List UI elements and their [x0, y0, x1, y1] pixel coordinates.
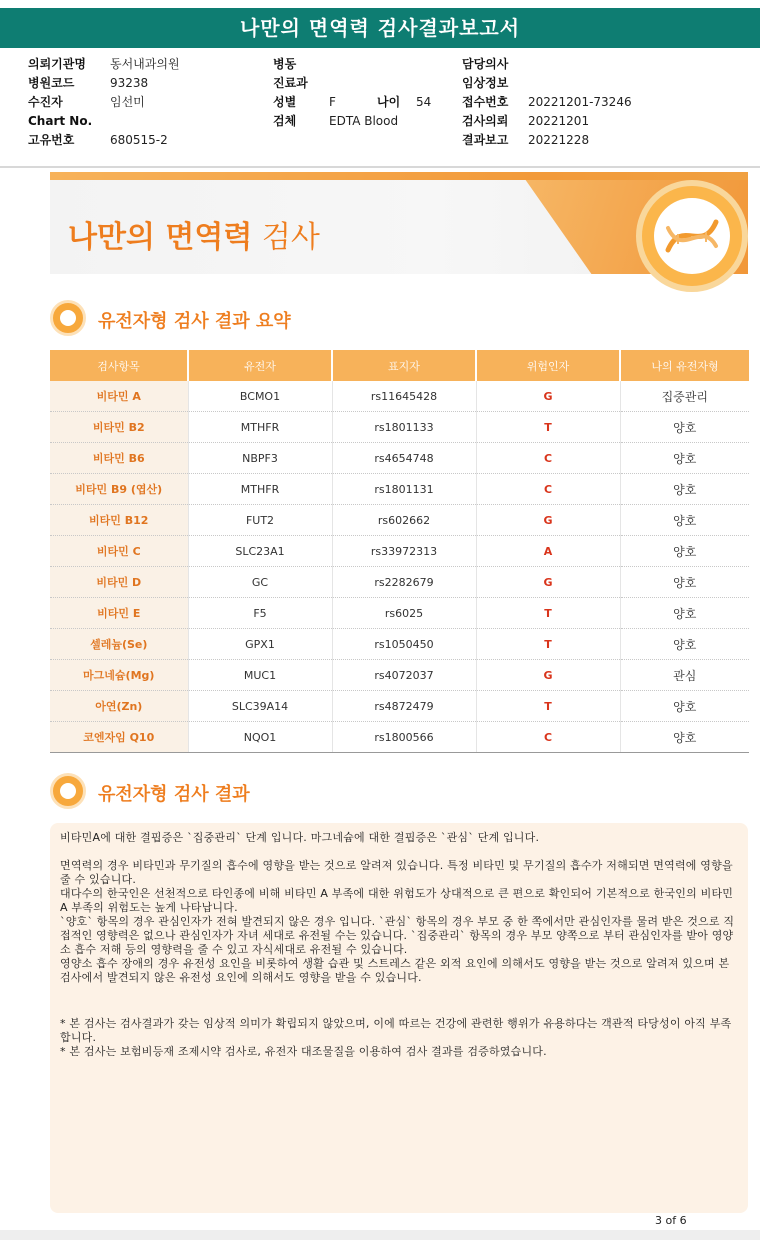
gene: MTHFR: [188, 474, 332, 505]
risk-allele: T: [476, 691, 620, 722]
my-genotype: 양호: [620, 505, 749, 536]
marker: rs1800566: [332, 722, 476, 753]
info-row: 의뢰기관명 동서내과의원: [28, 57, 180, 71]
risk-allele: C: [476, 474, 620, 505]
marker: rs4072037: [332, 660, 476, 691]
my-genotype: 양호: [620, 722, 749, 753]
info-row: 접수번호 20221201-73246: [462, 95, 632, 109]
my-genotype: 양호: [620, 691, 749, 722]
gene: SLC23A1: [188, 536, 332, 567]
result-explanation-text: 면역력의 경우 비타민과 무기질의 흡수에 영향을 받는 것으로 알려져 있습니다. 특정 비타민 및 무기질의 흡수가 저해되면 면역력에 영향을 줄 수 있습니다. 대다수의 한국인은 선천적으로 타인종에 비해 비타민 A 부족에 대한 위험도가 상대적으로 큰 편으로 확인되어 기본적으로 한국인의 비타민 A 부족의 위험도는 높게 나타납니다. `양호` 항목의 경우 관심인자가 전혀 발견되지 않은 경우 입니다. `관심` 항목의 경우 부모 중 한 쪽에서만 관심인자를 물려 받은 것으로 직접적인 영향력은 없으나 관심인자가 자녀 세대로 유전될 수는 있습니다. `집중관리` 항목의 경우 부모 양쪽으로 부터 관심인자를 받아 영양소 흡수 저해 등의 영향력을 줄 수 있고 자식세대로 유전될 수 있습니다. 영양소 흡수 장애의 경우 유전성 요인을 비롯하여 생활 습관 및 스트레스 같은 외적 요인에 의해서도 영향을 받는 것으로 알려져 있으며 본 검사에서 발견되지 않은 유전성 요인에 의해서도 영향을 받을 수 있습니다.: [60, 859, 735, 984]
my-genotype: 집중관리: [620, 381, 749, 412]
test-item: 비타민 B12: [50, 505, 188, 536]
risk-allele: C: [476, 722, 620, 753]
marker: rs33972313: [332, 536, 476, 567]
info-row: 담당의사: [462, 57, 509, 71]
risk-allele: A: [476, 536, 620, 567]
risk-allele: G: [476, 660, 620, 691]
test-item: 아연(Zn): [50, 691, 188, 722]
test-item: 코엔자임 Q10: [50, 722, 188, 753]
table-row: [50, 691, 749, 722]
my-genotype: 양호: [620, 629, 749, 660]
table-row: [50, 722, 749, 753]
marker: rs11645428: [332, 381, 476, 412]
test-item: 마그네슘(Mg): [50, 660, 188, 691]
risk-allele: T: [476, 598, 620, 629]
gene: SLC39A14: [188, 691, 332, 722]
table-row: [50, 536, 749, 567]
page-number: 3 of 6: [655, 1214, 687, 1227]
gene: BCMO1: [188, 381, 332, 412]
microscope-icon: [50, 773, 86, 809]
table-row: [50, 598, 749, 629]
test-item: 비타민 B6: [50, 443, 188, 474]
test-item: 셀레늄(Se): [50, 629, 188, 660]
table-row: [50, 443, 749, 474]
gene: GPX1: [188, 629, 332, 660]
my-genotype: 관심: [620, 660, 749, 691]
dna-icon: [636, 180, 748, 292]
column-header: 나의 유전자형: [620, 350, 749, 381]
divider: [0, 166, 760, 168]
banner-stripe: [50, 172, 748, 180]
info-row: 검체 EDTA Blood: [273, 114, 399, 128]
info-row: 고유번호 680515-2: [28, 133, 168, 147]
gene: NBPF3: [188, 443, 332, 474]
my-genotype: 양호: [620, 443, 749, 474]
risk-allele: G: [476, 381, 620, 412]
info-row: 진료과: [273, 76, 308, 90]
info-row: Chart No.: [28, 114, 93, 128]
marker: rs4654748: [332, 443, 476, 474]
info-row: 병원코드 93238: [28, 76, 149, 90]
gene: F5: [188, 598, 332, 629]
table-row: [50, 505, 749, 536]
risk-allele: G: [476, 505, 620, 536]
bottom-bar: [0, 1230, 760, 1240]
info-column-left: [28, 55, 180, 150]
info-row: 검사의뢰 20221201: [462, 114, 590, 128]
column-header: 표지자: [332, 350, 476, 381]
marker: rs1050450: [332, 629, 476, 660]
my-genotype: 양호: [620, 567, 749, 598]
table-row: [50, 474, 749, 505]
marker: rs602662: [332, 505, 476, 536]
table-row: [50, 567, 749, 598]
table-row: [50, 381, 749, 412]
info-row: 병동: [273, 57, 297, 71]
gene: FUT2: [188, 505, 332, 536]
my-genotype: 양호: [620, 474, 749, 505]
dna-glyph: [654, 198, 730, 274]
gene: MUC1: [188, 660, 332, 691]
result-text-box: [50, 823, 748, 1213]
test-item: 비타민 D: [50, 567, 188, 598]
info-row: 임상정보: [462, 76, 509, 90]
banner-title: 나만의 면역력 검사: [68, 220, 320, 255]
gene: GC: [188, 567, 332, 598]
info-row: 수진자 임선미: [28, 95, 145, 109]
my-genotype: 양호: [620, 598, 749, 629]
age-label: 나이: [377, 95, 401, 109]
my-genotype: 양호: [620, 412, 749, 443]
age-value: 54: [416, 95, 432, 109]
column-header: 위험인자: [476, 350, 620, 381]
summary-title: 유전자형 검사 결과 요약: [98, 311, 291, 332]
report-title: 나만의 면역력 검사결과보고서: [0, 8, 760, 48]
test-item: 비타민 C: [50, 536, 188, 567]
summary-table: [50, 350, 749, 753]
info-column-right: [462, 55, 632, 150]
info-column-middle: [273, 55, 431, 131]
marker: rs2282679: [332, 567, 476, 598]
risk-allele: G: [476, 567, 620, 598]
marker: rs4872479: [332, 691, 476, 722]
table-row: [50, 660, 749, 691]
marker: rs1801133: [332, 412, 476, 443]
test-item: 비타민 E: [50, 598, 188, 629]
risk-allele: C: [476, 443, 620, 474]
table-row: [50, 629, 749, 660]
risk-allele: T: [476, 629, 620, 660]
test-item: 비타민 B2: [50, 412, 188, 443]
result-disclaimer-text: * 본 검사는 검사결과가 갖는 임상적 의미가 확립되지 않았으며, 이에 따르는 건강에 관련한 행위가 유용하다는 객관적 타당성이 아직 부족합니다. * 본 검사는 보험비등재 조제시약 검사로, 유전자 대조물질을 이용하여 검사 결과를 검증하였습니다.: [60, 1017, 732, 1058]
info-row: 성별 F 나이 54: [273, 93, 431, 112]
info-row: 결과보고 20221228: [462, 133, 590, 147]
table-header-row: [50, 350, 749, 381]
gene: NQO1: [188, 722, 332, 753]
column-header: 검사항목: [50, 350, 188, 381]
test-item: 비타민 A: [50, 381, 188, 412]
result-title: 유전자형 검사 결과: [98, 784, 250, 805]
microscope-icon: [50, 300, 86, 336]
test-item: 비타민 B9 (엽산): [50, 474, 188, 505]
gene: MTHFR: [188, 412, 332, 443]
my-genotype: 양호: [620, 536, 749, 567]
column-header: 유전자: [188, 350, 332, 381]
result-summary-text: 비타민A에 대한 결핍증은 `집중관리` 단계 입니다. 마그네슘에 대한 결핍증은 `관심` 단계 입니다.: [60, 831, 540, 844]
table-row: [50, 412, 749, 443]
marker: rs1801131: [332, 474, 476, 505]
marker: rs6025: [332, 598, 476, 629]
risk-allele: T: [476, 412, 620, 443]
